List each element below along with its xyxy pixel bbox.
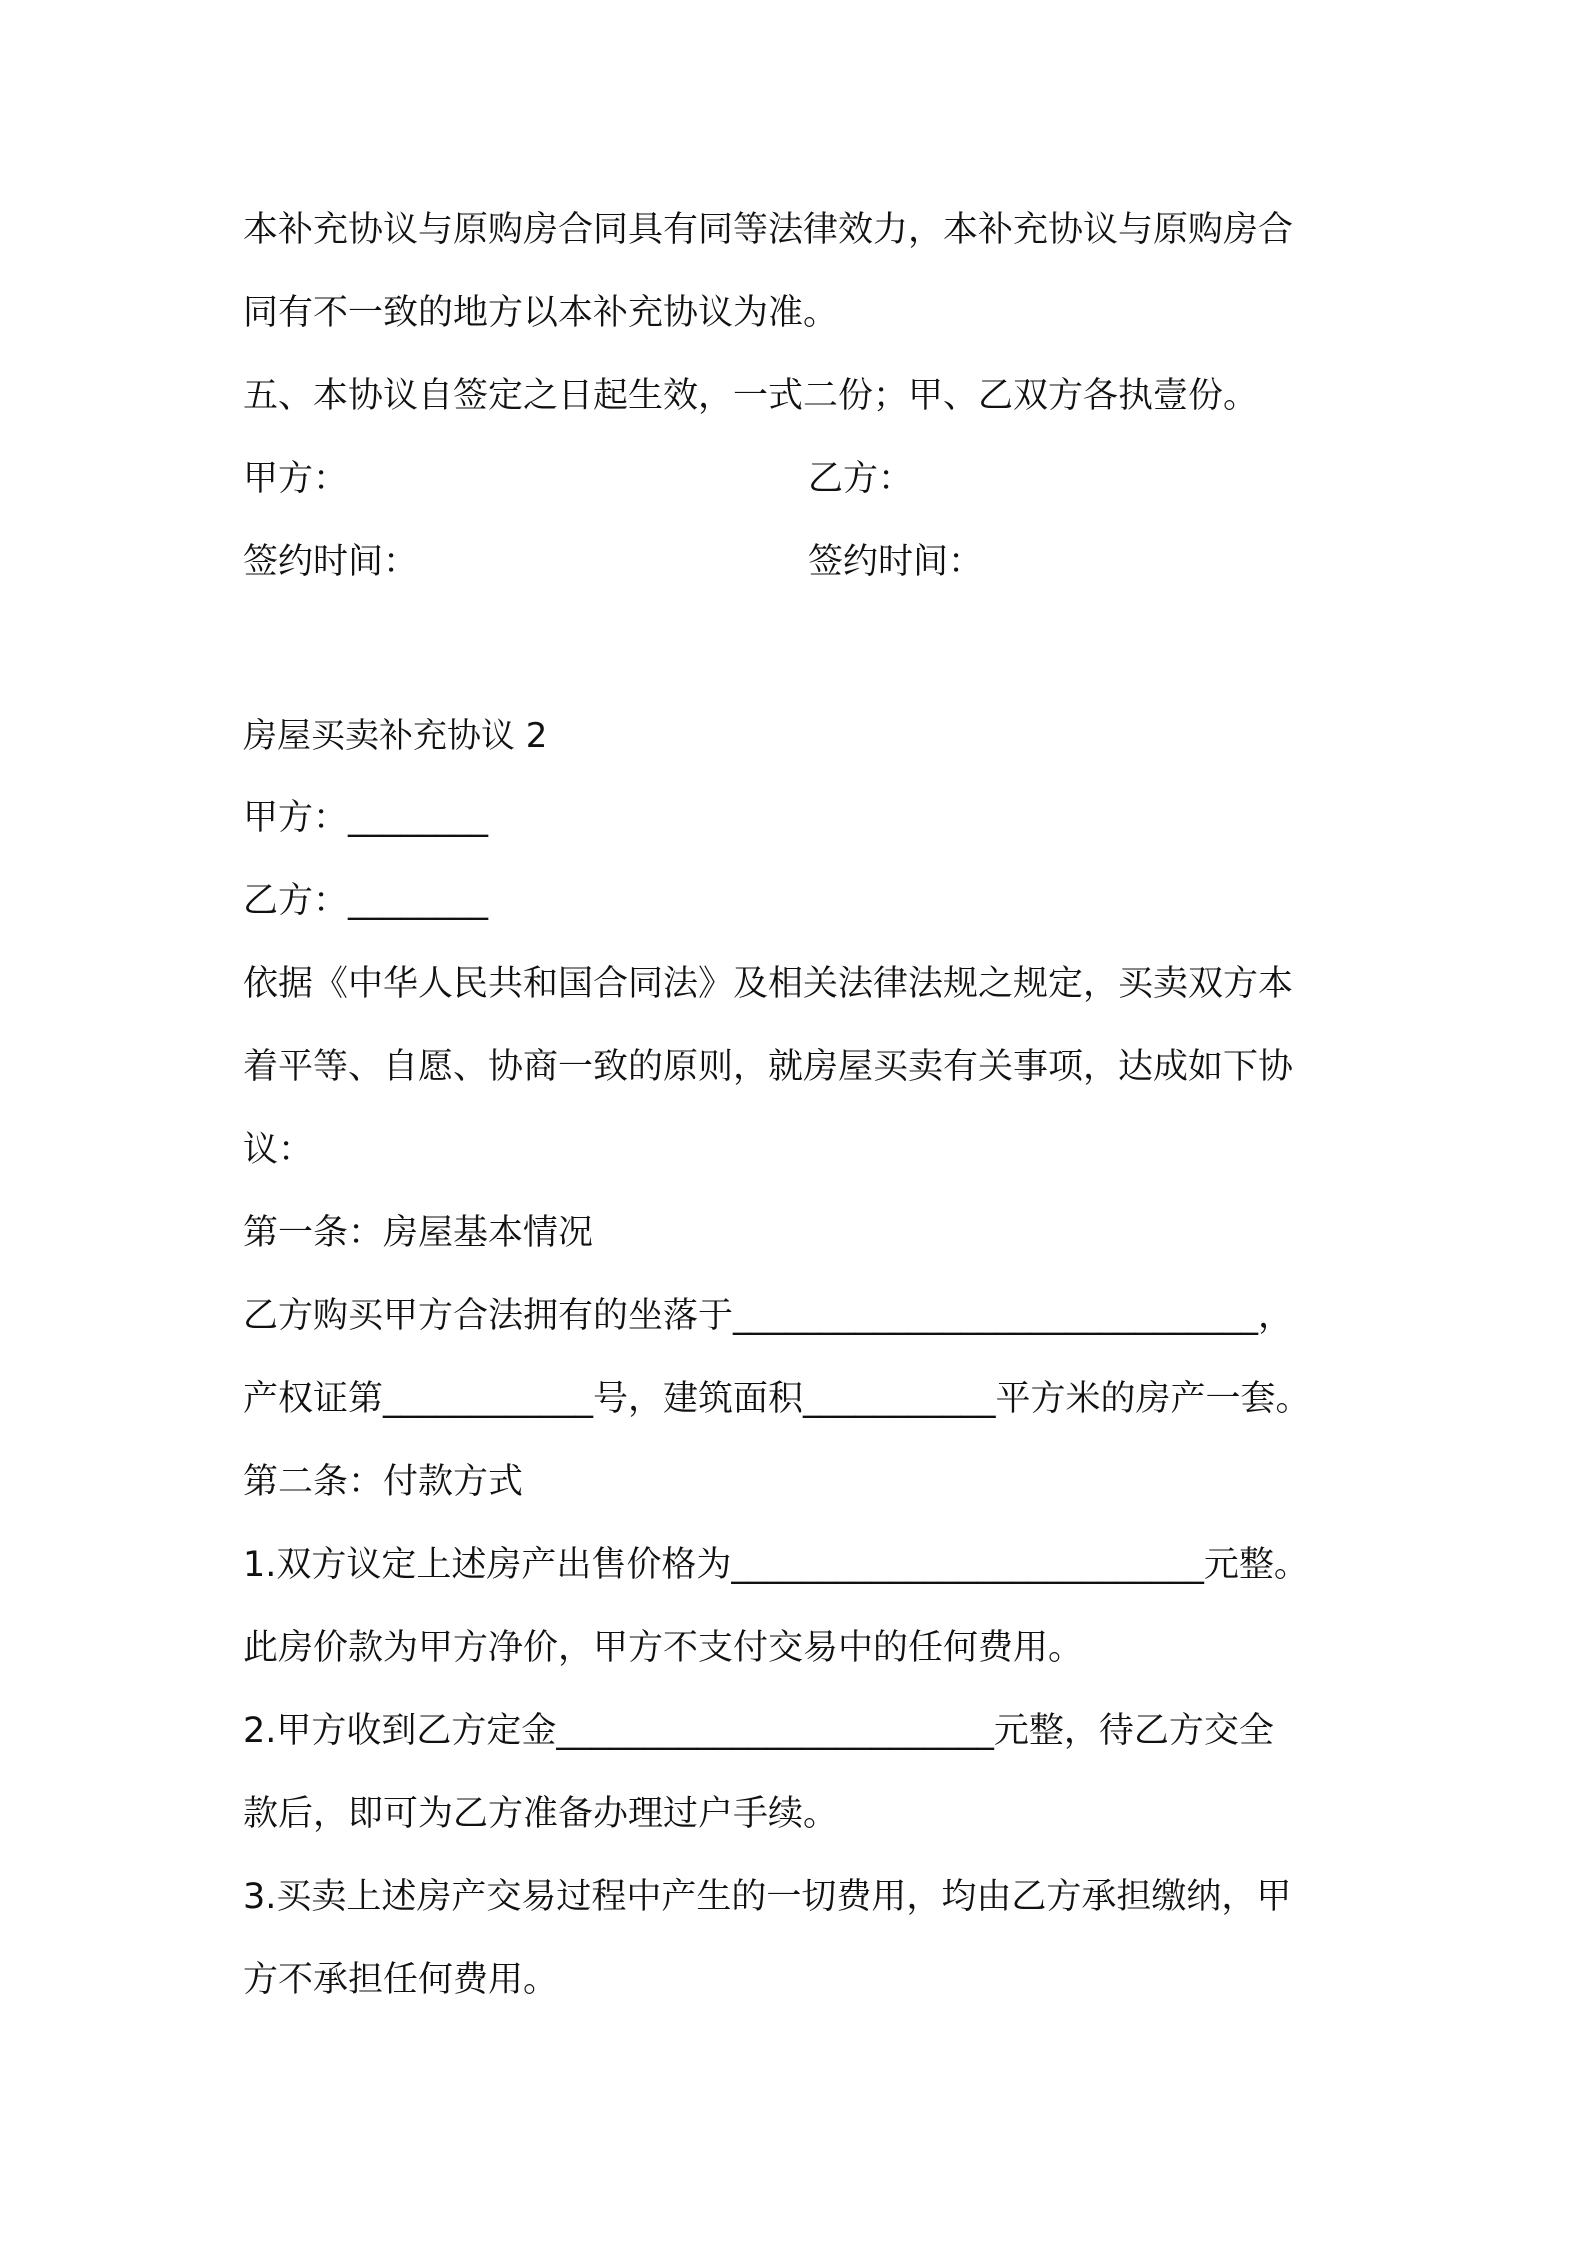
clause-5: 五、本协议自签定之日起生效，一式二份；甲、乙双方各执壹份。: [243, 376, 1259, 416]
intro-line-2: 着平等、自愿、协商一致的原则，就房屋买卖有关事项，达成如下协: [243, 1047, 1294, 1087]
continuation-line-1: 本补充协议与原购房合同具有同等法律效力，本补充协议与原购房合: [243, 210, 1294, 250]
signature-party-a-label: 甲方：: [243, 459, 349, 499]
payment-item-2-line-1: 2.甲方收到乙方定金_________________________元整，待乙方交全: [243, 1711, 1274, 1751]
payment-item-3-line-1: 3.买卖上述房产交易过程中产生的一切费用，均由乙方承担缴纳，甲: [243, 1877, 1292, 1917]
agreement-2-party-b: 乙方：________: [243, 881, 489, 921]
article-1-heading: 第一条：房屋基本情况: [243, 1213, 594, 1253]
payment-item-2-line-2: 款后，即可为乙方准备办理过户手续。: [243, 1794, 839, 1834]
payment-item-1-line-2: 此房价款为甲方净价，甲方不支付交易中的任何费用。: [243, 1628, 1084, 1668]
intro-line-1: 依据《中华人民共和国合同法》及相关法律法规之规定，买卖双方本: [243, 964, 1294, 1004]
signature-party-b-label: 乙方：: [808, 459, 914, 499]
signature-date-label-b: 签约时间：: [808, 542, 984, 582]
agreement-2-party-a: 甲方：________: [243, 798, 489, 838]
payment-item-3-line-2: 方不承担任何费用。: [243, 1960, 559, 2000]
article-1-line-2: 产权证第____________号，建筑面积___________平方米的房产一套。: [243, 1379, 1311, 1419]
signature-date-label-a: 签约时间：: [243, 542, 419, 582]
agreement-2-title: 房屋买卖补充协议 2: [243, 716, 548, 756]
intro-line-3: 议：: [243, 1130, 314, 1170]
article-2-heading: 第二条：付款方式: [243, 1462, 524, 1502]
continuation-line-2: 同有不一致的地方以本补充协议为准。: [243, 293, 839, 333]
payment-item-1-line-1: 1.双方议定上述房产出售价格为___________________________元整。: [243, 1545, 1309, 1585]
article-1-line-1: 乙方购买甲方合法拥有的坐落于______________________________，: [243, 1296, 1294, 1336]
